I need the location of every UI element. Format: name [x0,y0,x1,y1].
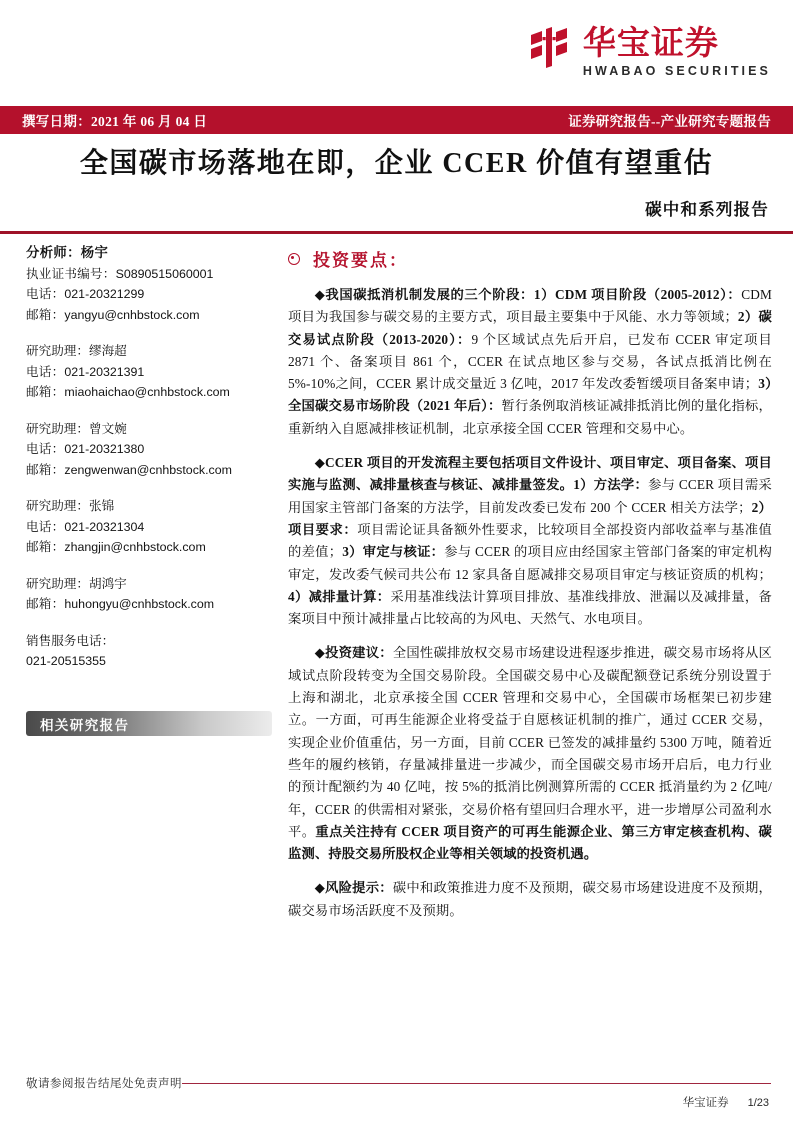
page-title: 全国碳市场落地在即，企业 CCER 价值有望重估 [79,148,714,179]
emphasis-run: 2）碳交易试点阶段（2013-2020）： [288,309,772,347]
para-risk [288,877,772,922]
report-meta-band [0,106,793,134]
emphasis-run: 2）项目要求： [288,499,772,537]
contact-label: 邮箱： [26,307,65,322]
contact-value: 021-20321304 [64,519,145,534]
related-reports-label: 相关研究报告 [40,717,130,733]
contact-value: 021-20321380 [64,442,145,456]
contact-label: 邮箱： [26,597,65,611]
related-reports-header[interactable] [26,711,272,736]
emphasis-run: ◆我国碳抵消机制发展的三个阶段：1）CDM 项目阶段（2005-2012）： [314,287,742,302]
title-divider [0,231,793,234]
text-run: 参与 CCER 项目需采用国家主管部门备案的方法学，目前发改委已发布 200 个 CCER 相关方法学； [288,477,772,515]
emphasis-run: 重点关注持有 CCER 项目资产的可再生能源企业、第三方审定核查机构、碳监测、持股交易所股权企业等相关领域的投资机遇。 [288,823,772,862]
assistant-name: 销售服务电话： [26,633,115,648]
emphasis-run: 3）全国碳交易市场阶段（2021 年后）： [288,376,772,414]
main-content [288,246,772,934]
contact-value: zhangjin@cnhbstock.com [64,540,206,554]
emphasis-run: ◆风险提示： [314,880,393,896]
text-run: 采用基准线法计算项目排放、基准线排放、泄漏以及减排量，备案项目中预计减排量占比较高的为风电、天然气、水电项目。 [288,588,772,627]
assistant-name: 研究助理：曾文婉 [26,421,127,436]
analyst-name: 分析师：杨宇 [26,245,109,260]
hwabao-logo-mark-icon [528,26,574,70]
contact-line [26,460,274,481]
analyst-group [26,631,274,672]
report-category: 证券研究报告--产业研究专题报告 [568,114,771,129]
contact-label: 电话： [26,364,65,379]
logo-chinese-name: 华宝证券 [582,23,719,62]
report-date: 撰写日期：2021 年 06 月 04 日 [22,114,208,129]
contact-line [26,537,274,558]
emphasis-run: ◆CCER 项目的开发流程主要包括项目文件设计、项目审定、项目备案、项目实施与监测、减排量核查与核证、减排量签发。1）方法学： [288,455,772,493]
emphasis-run: 4）减排量计算： [288,588,391,604]
contact-value: miaohaichao@cnhbstock.com [64,385,230,399]
text-run: 项目需论证具备额外性要求，比较项目全部投资内部收益率与基准值的差值； [288,521,773,560]
footer-disclaimer: 敬请参阅报告结尾处免责声明 [26,1078,182,1090]
analyst-group [26,496,274,558]
contact-line [26,594,274,615]
contact-label: 执业证书编号： [26,266,116,281]
company-logo [528,23,771,78]
page-number: 1/23 [747,1097,769,1109]
page-subtitle: 碳中和系列报告 [645,200,769,219]
contact-label: 邮箱： [26,385,65,399]
text-run: 9 个区域试点先后开启，已发布 CCER 审定项目 2871 个、备案项目 861 个，CCER 在试点地区参与交易，各试点抵消比例在 5%-10%之间，CCER 累计成交量近 3 亿吨，2017 年发改委暂缓项目备案申请； [288,331,772,392]
ring-bullet-icon [288,253,300,265]
investment-points-header [288,246,772,271]
investment-points-body [288,284,772,922]
contact-value: huhongyu@cnhbstock.com [64,597,215,611]
text-run: 碳中和政策推进力度不及预期，碳交易市场建设进度不及预期，碳交易市场活跃度不及预期。 [288,880,772,918]
contact-label: 邮箱： [26,462,65,477]
assistant-name: 研究助理：张锦 [26,499,115,513]
analyst-group [26,341,274,403]
contact-value: zengwenwan@cnhbstock.com [64,462,232,477]
contact-value: yangyu@cnhbstock.com [64,307,200,322]
footer-company: 华宝证券 [682,1097,729,1109]
para-investment-advice [288,642,772,865]
contact-line [26,305,274,326]
contact-value: S0890515060001 [115,266,214,281]
analyst-group [26,419,274,481]
contact-label: 电话： [26,287,65,301]
contact-value: 021-20515355 [26,654,106,668]
assistant-name: 研究助理：胡鸿宇 [26,576,127,591]
contact-value: 021-20321391 [64,364,145,379]
text-run: 全国性碳排放权交易市场建设进程逐步推进，碳交易市场将从区域试点阶段转变为全国交易阶段。全国碳交易中心及碳配额登记系统分别设置于上海和湖北，北京承接全国 CCER 管理和交易中心，全国碳市场框架已初步建立。一方面，可再生能源企业将受益于自愿核证机制的推广，通过 CCER 交易，实现企业价值重估，另一方面，目前 CCER 已签发的减排量约 5300 万吨，随着近些年的履约核销，存量减排量进一步减少，而全国碳交易市场开启后，电力行业的预计配额约为 40 亿吨，按 5%的抵消比例测算所需的 CCER 抵消量约为 2 亿吨/年，CCER 的供需相对紧张，交易价格有望回归合理水平，进一步增厚公司盈利水平。 [288,645,772,839]
contact-line [26,264,274,285]
contact-label: 电话： [26,519,65,534]
contact-line [26,382,274,403]
contact-value: 021-20321299 [64,287,145,301]
footer-meta [683,1094,769,1110]
contact-line [26,651,274,672]
emphasis-run: ◆投资建议： [314,645,393,661]
assistant-name: 研究助理：缪海超 [26,344,127,358]
analyst-group [26,243,274,325]
text-run: 暂行条例取消核证减排抵消比例的量化指标，重新纳入自愿减排核证机制，北京承接全国 CCER 管理和交易中心。 [288,398,773,436]
analyst-group [26,574,274,615]
investment-points-title: 投资要点： [313,251,408,270]
logo-english-name: HWABAO SECURITIES [582,64,771,78]
contact-line [26,362,274,383]
contact-label: 邮箱： [26,540,65,554]
contact-line [26,284,274,305]
emphasis-run: 3）审定与核证： [342,544,445,560]
para-stages [288,284,772,440]
para-development-process [288,452,772,630]
contact-label: 电话： [26,442,65,456]
text-run: 参与 CCER 的项目应由经国家主管部门备案的审定机构审定，发改委气候司共公布 12 家具备自愿减排交易项目审定与核证资质的机构； [288,544,772,582]
text-run: CDM 项目为我国参与碳交易的主要方式，项目最主要集中于风能、水力等领域； [288,287,772,325]
contact-line [26,517,274,538]
footer-divider [182,1083,771,1084]
analyst-sidebar [26,243,274,672]
contact-line [26,439,274,460]
